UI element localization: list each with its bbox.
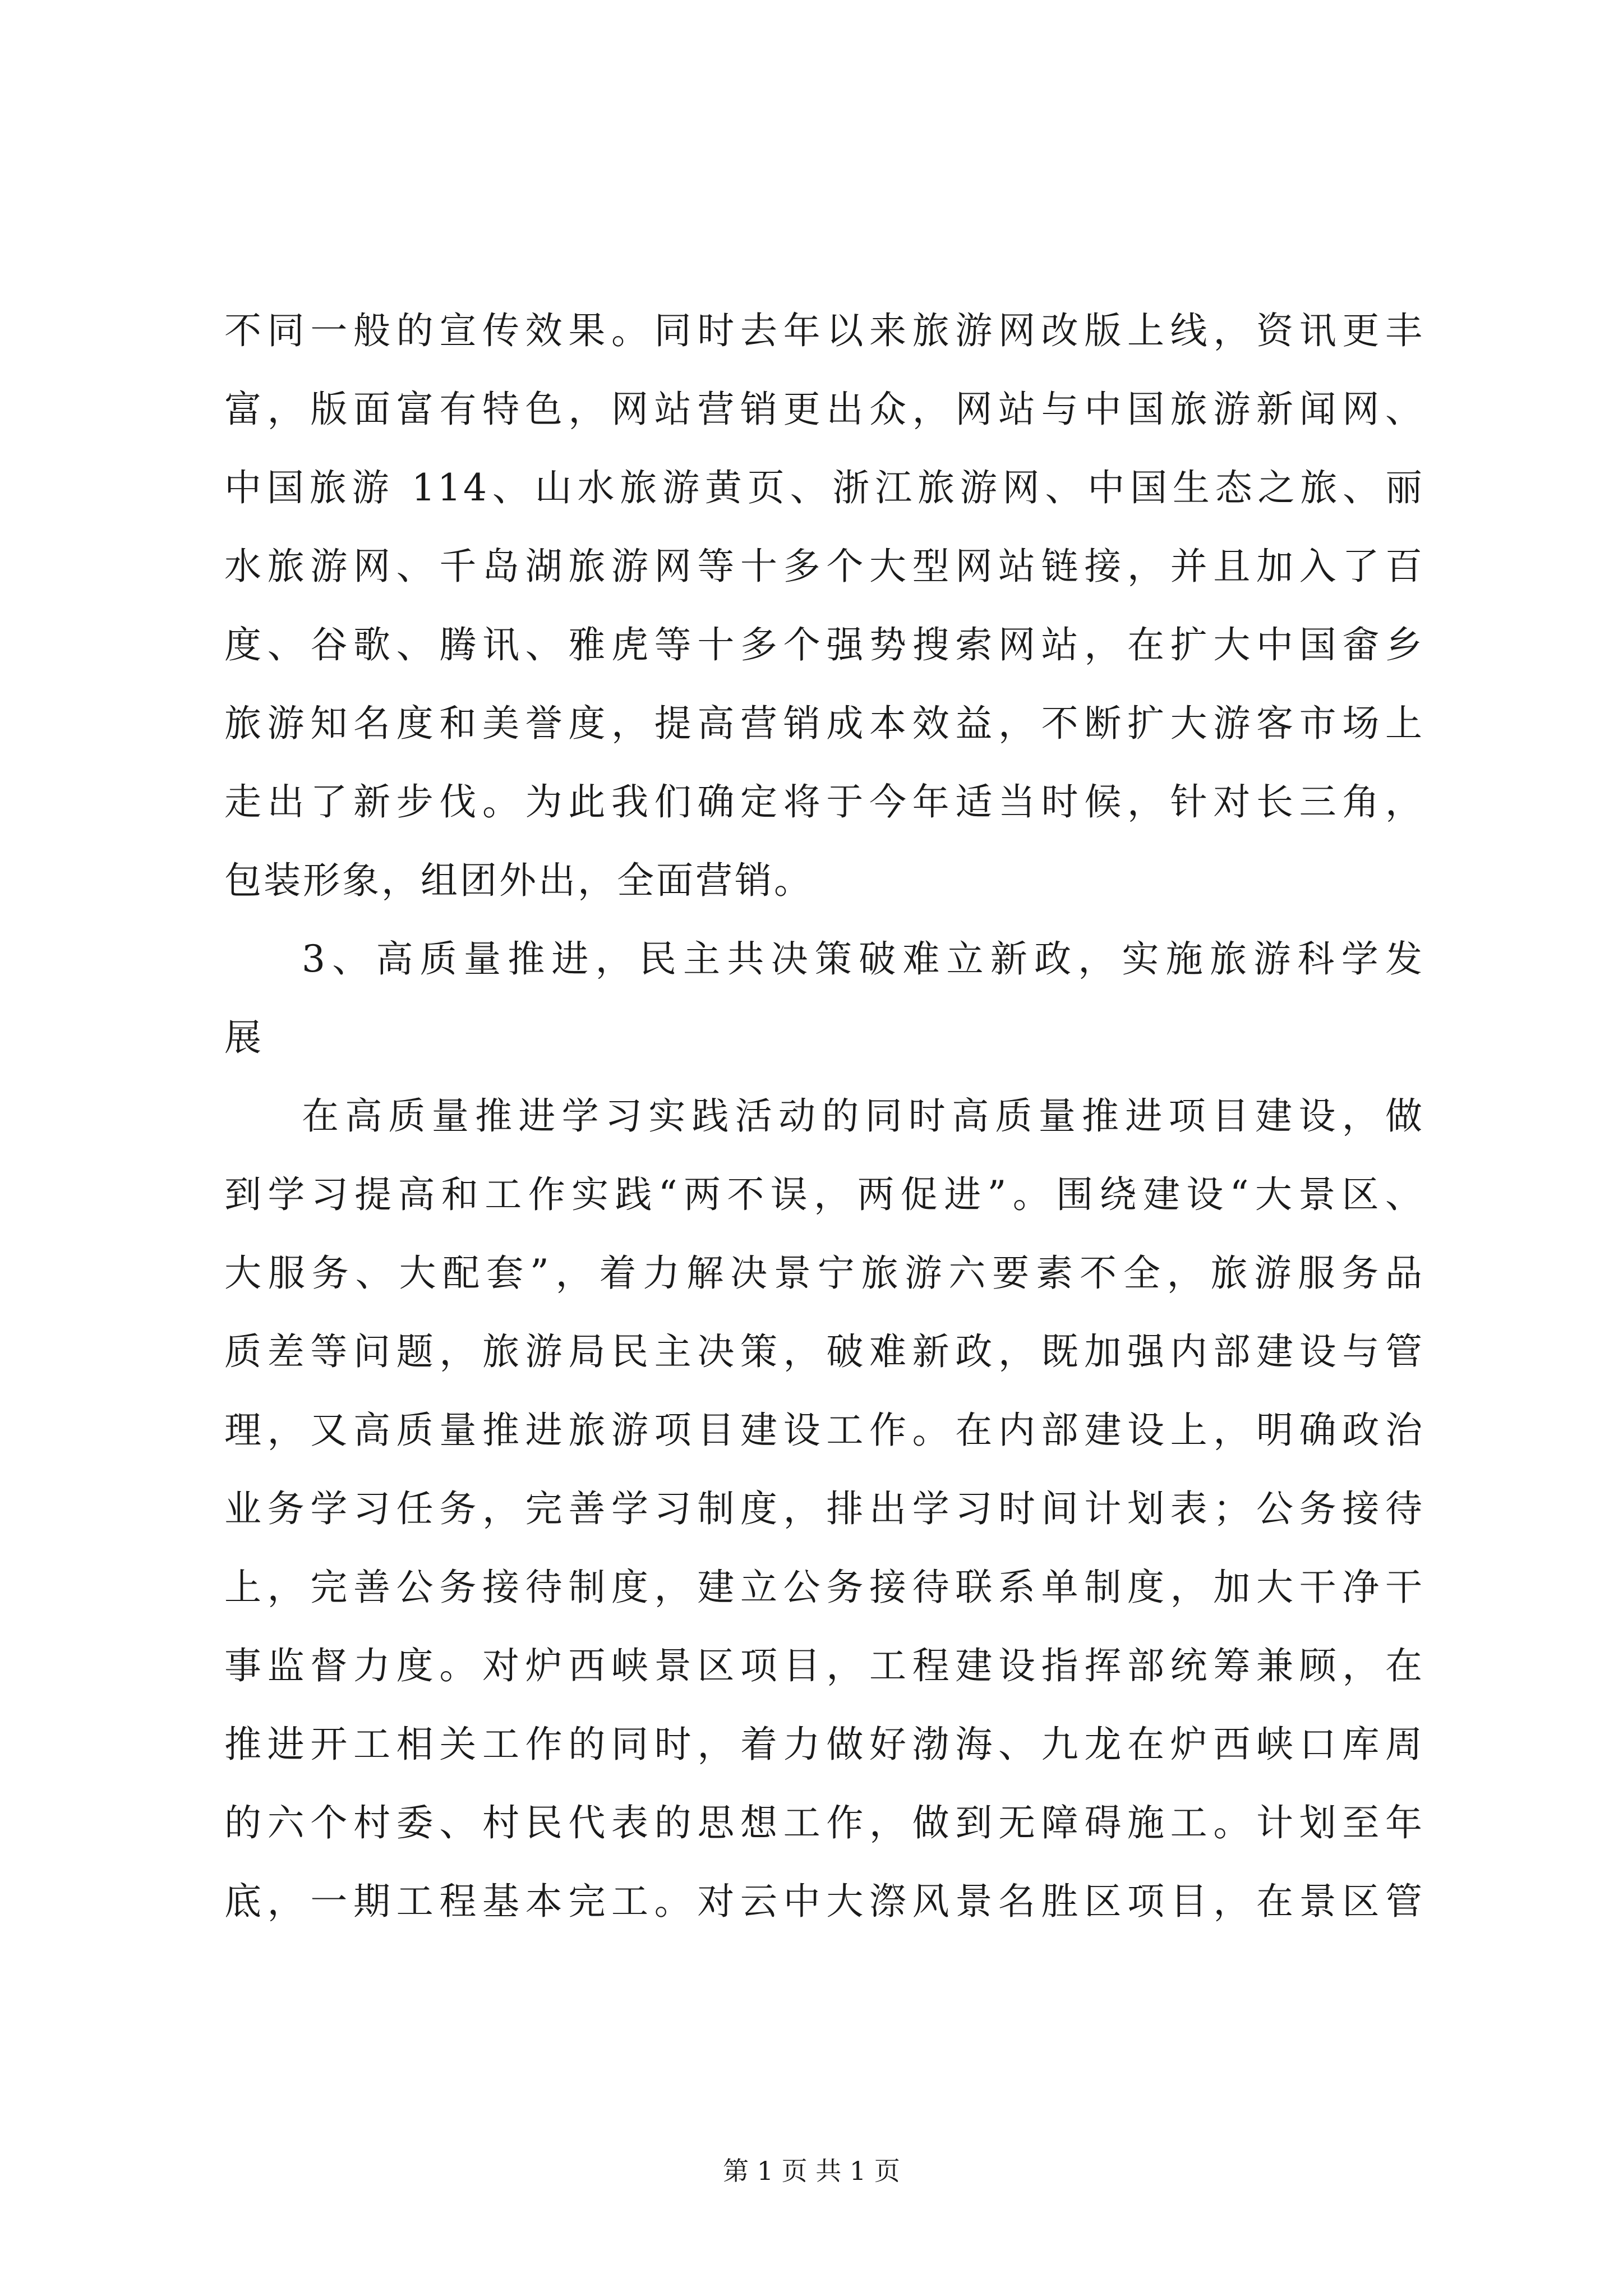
paragraph-line: 富，版面富有特色，网站营销更出众，网站与中国旅游新闻网、 xyxy=(224,388,1424,431)
paragraph-line: 事监督力度。对炉西峡景区项目，工程建设指挥部统筹兼顾，在 xyxy=(224,1644,1424,1687)
section-heading-line: 展 xyxy=(224,1016,264,1059)
paragraph-line: 业务学习任务，完善学习制度，排出学习时间计划表；公务接待 xyxy=(224,1487,1424,1530)
paragraph-line: 理，又高质量推进旅游项目建设工作。在内部建设上，明确政治 xyxy=(224,1409,1424,1452)
page-footer: 第 1 页 共 1 页 xyxy=(723,2156,900,2186)
document-body xyxy=(224,292,1424,1941)
paragraph-line: 在高质量推进学习实践活动的同时高质量推进项目建设，做 xyxy=(302,1094,1424,1138)
paragraph-line: 中国旅游 114、山水旅游黄页、浙江旅游网、中国生态之旅、丽 xyxy=(224,466,1424,509)
paragraph-line: 质差等问题，旅游局民主决策，破难新政，既加强内部建设与管 xyxy=(224,1330,1424,1373)
paragraph-line: 底，一期工程基本完工。对云中大漈风景名胜区项目，在景区管 xyxy=(224,1880,1424,1923)
paragraph-line: 的六个村委、村民代表的思想工作，做到无障碍施工。计划至年 xyxy=(224,1801,1424,1844)
section-heading-line: 3、高质量推进，民主共决策破难立新政，实施旅游科学发 xyxy=(302,937,1424,981)
paragraph-line: 水旅游网、千岛湖旅游网等十多个大型网站链接，并且加入了百 xyxy=(224,545,1424,588)
paragraph-line: 上，完善公务接待制度，建立公务接待联系单制度，加大干净干 xyxy=(224,1566,1424,1609)
paragraph-line: 度、谷歌、腾讯、雅虎等十多个强势搜索网站，在扩大中国畲乡 xyxy=(224,623,1424,666)
paragraph-line: 旅游知名度和美誉度，提高营销成本效益，不断扩大游客市场上 xyxy=(224,702,1424,745)
paragraph-line: 包装形象，组团外出，全面营销。 xyxy=(224,859,813,902)
paragraph-line: 大服务、大配套”，着力解决景宁旅游六要素不全，旅游服务品 xyxy=(224,1251,1424,1295)
paragraph-line: 推进开工相关工作的同时，着力做好渤海、九龙在炉西峡口库周 xyxy=(224,1723,1424,1766)
paragraph-line: 不同一般的宣传效果。同时去年以来旅游网改版上线，资讯更丰 xyxy=(224,309,1424,352)
paragraph-line: 到学习提高和工作实践“两不误，两促进”。围绕建设“大景区、 xyxy=(224,1173,1424,1216)
paragraph-line: 走出了新步伐。为此我们确定将于今年适当时候，针对长三角， xyxy=(224,780,1424,823)
